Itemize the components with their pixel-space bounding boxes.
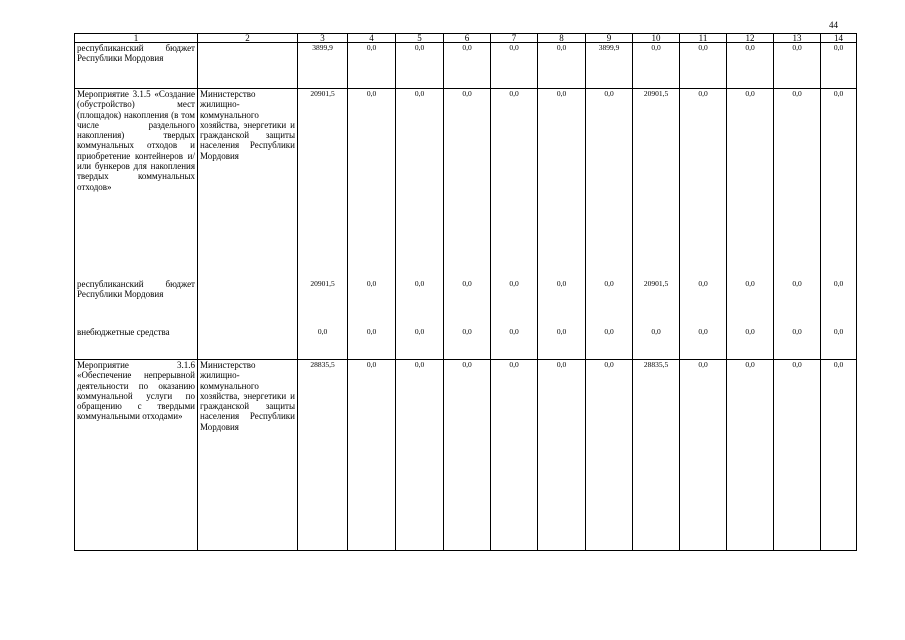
value: 0,0 [792,327,802,336]
value: 0,0 [698,327,708,336]
value: 0,0 [604,89,614,98]
value-cell [586,89,633,360]
value: 0,0 [366,327,377,336]
column-header: 7 [491,34,538,43]
column-header: 9 [586,34,633,43]
value: 0,0 [509,89,519,98]
value-cell [444,360,491,551]
value-cell [298,43,348,89]
value: 0,0 [556,43,567,52]
value: 0,0 [792,279,802,288]
value-cell [444,89,491,360]
column-header: 10 [633,34,680,43]
value-cell [821,360,857,551]
value: 28835,5 [310,360,335,369]
value-cell [348,89,396,360]
value: 3899,9 [598,43,620,52]
table-row [75,360,857,551]
value: 0,0 [366,279,377,288]
value: 0,0 [604,360,614,369]
value-cell [633,43,680,89]
value: 0,0 [462,279,472,288]
table-row [75,89,857,360]
value-cell [680,89,727,360]
value: 0,0 [462,89,472,98]
value: 0,0 [745,327,755,336]
value: 0,0 [366,43,377,52]
table-row [75,43,857,89]
value: 0,0 [414,327,425,336]
activity-text: Мероприятие 3.1.5 «Создание (обустройство) мест (площадок) накопления (в том числе раздельного накопления) твердых коммунальных отходов и приобретение контейнеров и/или бункеров для накопления твердых коммунальных отходов» [77,89,195,192]
value: 20901,5 [310,89,335,98]
value-cell [396,89,444,360]
executor-cell [198,43,298,89]
column-header: 13 [774,34,821,43]
value: 0,0 [604,279,614,288]
value: 20901,5 [643,279,669,288]
header-row [75,34,857,43]
value: 20901,5 [310,279,335,288]
value-cell [774,360,821,551]
value: 0,0 [833,89,844,98]
value: 0,0 [556,89,567,98]
activity-text: внебюджетные средства [77,327,170,337]
value: 0,0 [651,327,661,336]
value: 0,0 [833,360,844,369]
value: 0,0 [317,327,328,336]
value-cell [680,43,727,89]
value-cell [633,89,680,360]
column-header: 1 [75,34,198,43]
column-header: 6 [444,34,491,43]
value: 0,0 [745,279,755,288]
value: 0,0 [698,360,708,369]
value: 0,0 [509,360,519,369]
value: 0,0 [833,43,844,52]
column-header: 2 [198,34,298,43]
value: 0,0 [462,327,472,336]
value: 0,0 [366,360,377,369]
value: 0,0 [745,89,755,98]
value-cell [821,43,857,89]
value-cell [727,89,774,360]
value: 0,0 [698,279,708,288]
activity-cell [75,360,198,551]
value-cell [538,360,586,551]
value: 0,0 [556,279,567,288]
value-cell [491,43,538,89]
value: 0,0 [745,360,755,369]
activity-cell [75,43,198,89]
column-header: 4 [348,34,396,43]
page-number: 44 [829,20,838,30]
value: 0,0 [556,360,567,369]
value: 0,0 [651,43,661,52]
value-cell [680,360,727,551]
column-header: 8 [538,34,586,43]
column-header: 11 [680,34,727,43]
value: 20901,5 [643,89,669,98]
value-cell [586,360,633,551]
value: 0,0 [792,360,802,369]
value: 0,0 [509,43,519,52]
value-cell [774,89,821,360]
column-header: 3 [298,34,348,43]
value: 28835,5 [643,360,669,369]
value-cell [727,360,774,551]
value-cell [348,43,396,89]
value: 0,0 [745,43,755,52]
value: 0,0 [833,327,844,336]
value-cell [774,43,821,89]
value: 0,0 [462,360,472,369]
value-cell [396,43,444,89]
value: 0,0 [462,43,472,52]
value-cell [396,360,444,551]
activity-text: республиканский бюджет Республики Мордовия [77,279,195,300]
value-cell [727,43,774,89]
value-cell [298,360,348,551]
executor-cell: Министерство жилищно-коммунального хозяйства, энергетики и гражданской защиты населения Республики Мордовия [198,89,298,360]
value: 0,0 [698,43,708,52]
value-cell [298,89,348,360]
value-cell [633,360,680,551]
value: 0,0 [833,279,844,288]
column-header: 14 [821,34,857,43]
table-body [75,34,857,551]
value-cell [491,360,538,551]
value-cell [586,43,633,89]
activity-text: Мероприятие 3.1.6 «Обеспечение непрерывной деятельности по оказанию коммунальной услуги по обращению с твердыми коммунальными отходами» [77,360,195,422]
value-cell [821,89,857,360]
value: 0,0 [604,327,614,336]
value: 0,0 [414,360,425,369]
value: 0,0 [556,327,567,336]
executor-cell: Министерство жилищно-коммунального хозяйства, энергетики и гражданской защиты населения Республики Мордовия [198,360,298,551]
value-cell [348,360,396,551]
column-header: 12 [727,34,774,43]
value: 0,0 [698,89,708,98]
value: 0,0 [792,89,802,98]
activity-cell [75,89,198,360]
value: 0,0 [414,279,425,288]
value: 0,0 [414,89,425,98]
value: 0,0 [414,43,425,52]
value-cell [444,43,491,89]
value: 3899,9 [312,43,333,52]
value-cell [538,43,586,89]
value: 0,0 [792,43,802,52]
budget-table [74,33,857,551]
value: 0,0 [509,279,519,288]
column-header: 5 [396,34,444,43]
activity-text: республиканский бюджет Республики Мордовия [77,43,195,64]
value: 0,0 [366,89,377,98]
value: 0,0 [509,327,519,336]
value-cell [538,89,586,360]
value-cell [491,89,538,360]
